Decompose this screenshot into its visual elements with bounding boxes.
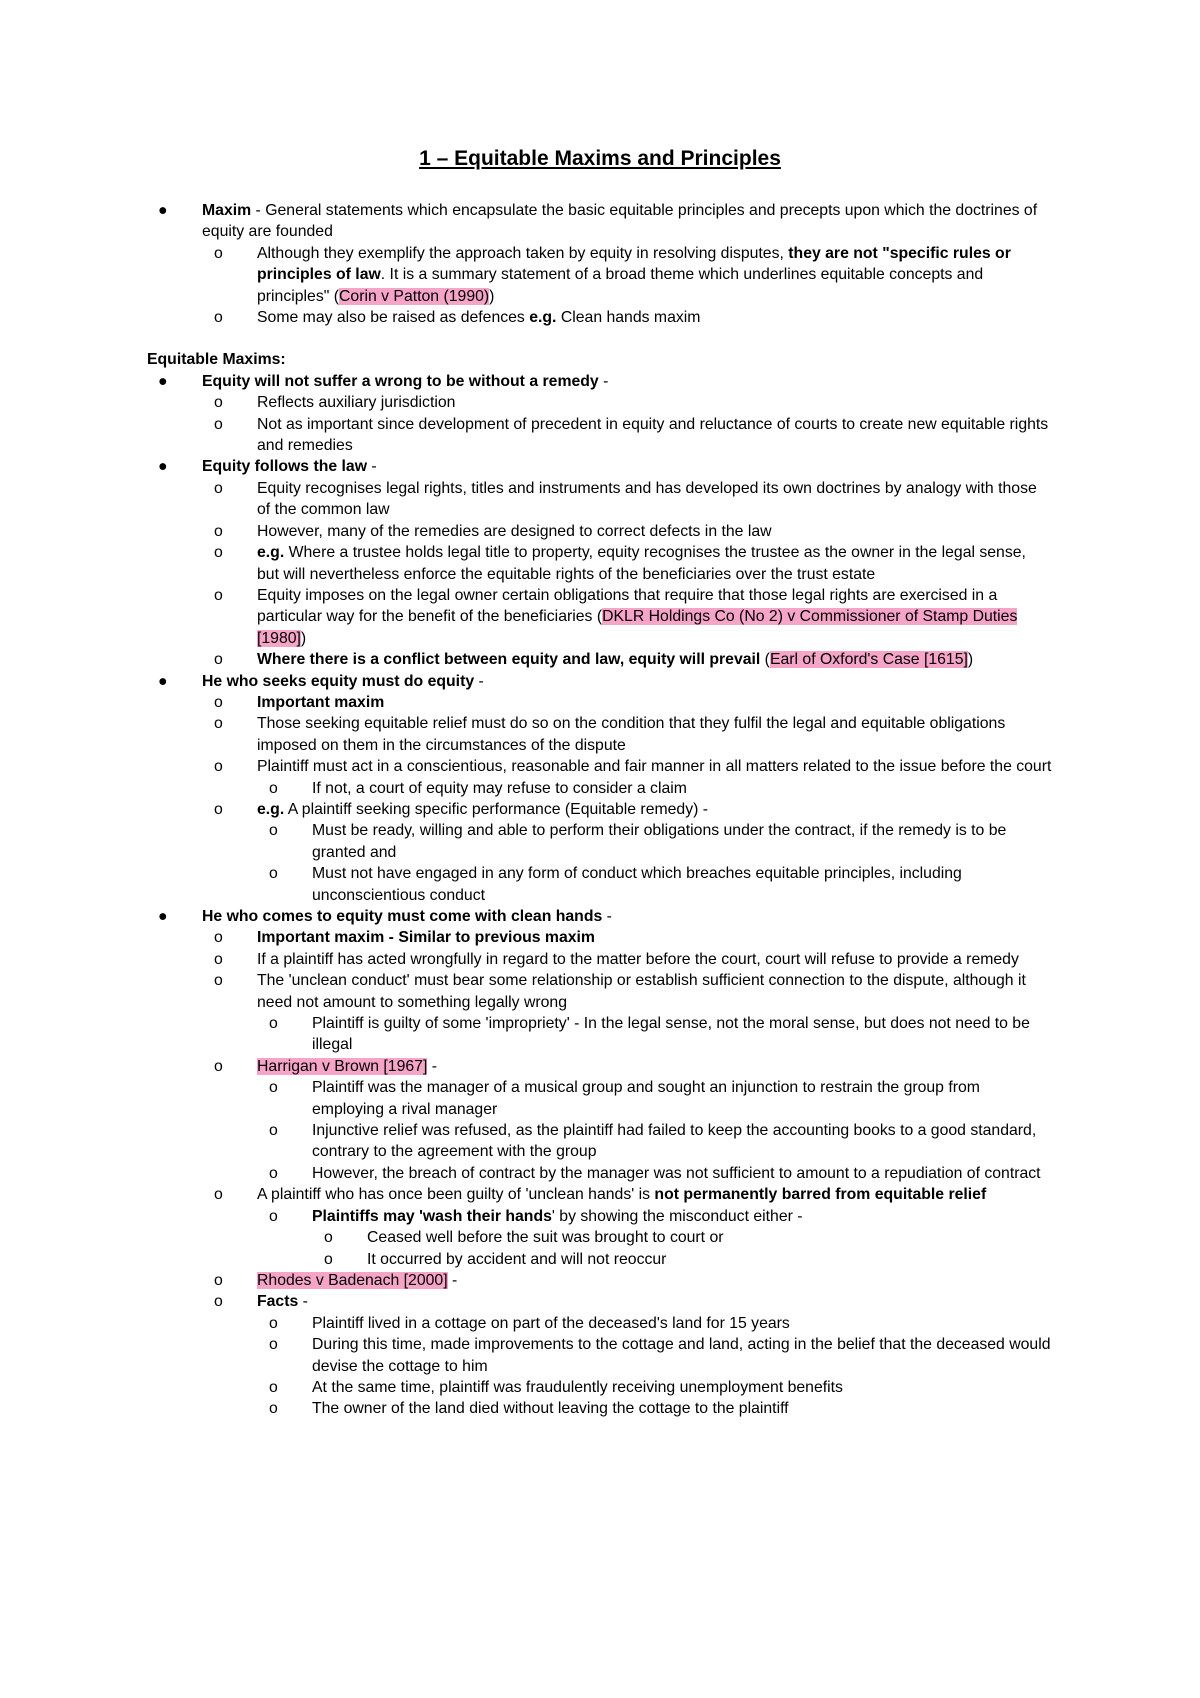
maxim-heading: Equity follows the law xyxy=(202,458,368,476)
emphasis: Facts xyxy=(257,1293,299,1311)
text: - xyxy=(602,908,612,925)
emphasis: Important maxim xyxy=(257,693,385,711)
circle-bullet-icon: o xyxy=(214,929,223,947)
circle-bullet-icon: o xyxy=(214,1186,223,1204)
list-item xyxy=(202,1291,1052,1419)
list-item xyxy=(202,521,1052,542)
emphasis: e.g. xyxy=(257,544,285,562)
circle-bullet-icon: o xyxy=(269,1400,278,1418)
list-item xyxy=(202,949,1052,970)
emphasis: they are not "specific rules or principles of law xyxy=(257,244,1011,284)
list-item xyxy=(202,478,1052,521)
text: The owner of the land died without leaving the cottage to the plaintiff xyxy=(312,1400,789,1418)
list-item xyxy=(147,200,1052,328)
list-item xyxy=(257,1163,1052,1184)
text: If a plaintiff has acted wrongfully in regard to the matter before the court, court will refuse to provide a remedy xyxy=(257,950,1019,968)
emphasis: e.g. xyxy=(257,800,285,818)
text: If not, a court of equity may refuse to consider a claim xyxy=(312,779,687,797)
list-item xyxy=(202,243,1052,307)
circle-bullet-icon: o xyxy=(214,715,223,733)
list-item xyxy=(257,1013,1052,1056)
circle-bullet-icon: o xyxy=(214,522,223,540)
circle-bullet-icon: o xyxy=(269,1015,278,1033)
list-item xyxy=(257,1334,1052,1377)
section-heading: Equitable Maxims: xyxy=(147,351,286,369)
emphasis: Plaintiffs may 'wash their hands xyxy=(312,1207,552,1225)
text: Ceased well before the suit was brought to court or xyxy=(367,1229,724,1247)
text: Some may also be raised as defences xyxy=(257,309,530,327)
circle-bullet-icon: o xyxy=(324,1250,333,1268)
circle-bullet-icon: o xyxy=(269,1122,278,1140)
list-item xyxy=(202,392,1052,413)
list-item xyxy=(257,1377,1052,1398)
list-item xyxy=(202,1270,1052,1291)
list-item xyxy=(202,799,1052,906)
emphasis: Where there is a conflict between equity and law, equity will prevail xyxy=(257,651,761,669)
emphasis: Important maxim - Similar to previous maxim xyxy=(257,929,595,947)
text: Must be ready, willing and able to perform their obligations under the contract, if the remedy is to be granted and xyxy=(312,822,1007,861)
list-item xyxy=(202,713,1052,756)
list-item xyxy=(202,927,1052,948)
maxims-list xyxy=(147,371,1052,1420)
document-body xyxy=(147,200,1052,1420)
circle-bullet-icon: o xyxy=(214,758,223,776)
circle-bullet-icon: o xyxy=(214,479,223,497)
text: ' by showing the misconduct either - xyxy=(551,1207,803,1225)
bullet-icon: ● xyxy=(158,908,168,925)
circle-bullet-icon: o xyxy=(269,865,278,883)
emphasis: not permanently barred from equitable relief xyxy=(654,1186,987,1204)
list-item xyxy=(257,820,1052,863)
circle-bullet-icon: o xyxy=(214,244,223,262)
maxim-heading: He who comes to equity must come with clean hands xyxy=(202,908,603,925)
circle-bullet-icon: o xyxy=(269,1314,278,1332)
case-citation: Earl of Oxford's Case [1615] xyxy=(769,651,968,669)
text: At the same time, plaintiff was fraudulently receiving unemployment benefits xyxy=(312,1378,843,1396)
circle-bullet-icon: o xyxy=(269,1207,278,1225)
list-item xyxy=(257,1313,1052,1334)
case-citation: DKLR Holdings Co (No 2) v Commissioner of Stamp Duties [1980] xyxy=(257,608,1018,647)
case-citation: Harrigan v Brown [1967] xyxy=(257,1057,428,1075)
text: - xyxy=(427,1057,437,1075)
list-item xyxy=(312,1227,1052,1248)
text: During this time, made improvements to the cottage and land, acting in the belief that the deceased would devise the cottage to him xyxy=(312,1336,1051,1375)
maxim-item xyxy=(147,906,1052,1420)
maxim-item xyxy=(147,456,1052,670)
circle-bullet-icon: o xyxy=(269,1336,278,1354)
text: Plaintiff is guilty of some 'impropriety' - In the legal sense, not the moral sense, but does not need to be illegal xyxy=(312,1015,1030,1054)
bullet-icon: ● xyxy=(158,372,168,390)
text: Where a trustee holds legal title to property, equity recognises the trustee as the owner in the legal sense, but will nevertheless enforce the equitable rights of the beneficiaries over the trust estate xyxy=(257,544,1026,583)
circle-bullet-icon: o xyxy=(214,1057,223,1075)
list-item xyxy=(202,585,1052,649)
text: . It is a summary statement of a broad theme which underlines equitable concepts and principles" ( xyxy=(257,266,984,305)
circle-bullet-icon: o xyxy=(269,822,278,840)
circle-bullet-icon: o xyxy=(214,394,223,412)
circle-bullet-icon: o xyxy=(214,309,223,327)
list-item xyxy=(257,1077,1052,1120)
text: It occurred by accident and will not reoccur xyxy=(367,1250,667,1268)
circle-bullet-icon: o xyxy=(214,1271,223,1289)
text: Equity imposes on the legal owner certain obligations that require that those legal rights are exercised in a particular way for the benefit of the beneficiaries ( xyxy=(257,586,998,626)
text: Must not have engaged in any form of conduct which breaches equitable principles, including unconscientious conduct xyxy=(312,865,962,904)
text: However, many of the remedies are designed to correct defects in the law xyxy=(257,522,772,540)
text: ) xyxy=(300,629,307,647)
circle-bullet-icon: o xyxy=(214,972,223,990)
text: - xyxy=(598,372,609,390)
list-item xyxy=(257,778,1052,799)
text: Clean hands maxim xyxy=(556,309,701,327)
list-item xyxy=(257,1398,1052,1419)
text: A plaintiff seeking specific performance (Equitable remedy) - xyxy=(284,800,709,818)
circle-bullet-icon: o xyxy=(269,1378,278,1396)
list-item xyxy=(202,1056,1052,1184)
circle-bullet-icon: o xyxy=(324,1229,333,1247)
list-item xyxy=(202,414,1052,457)
text: Plaintiff lived in a cottage on part of the deceased's land for 15 years xyxy=(312,1314,790,1332)
text: Not as important since development of precedent in equity and reluctance of courts to create new equitable rights and remedies xyxy=(257,415,1049,455)
text: Reflects auxiliary jurisdiction xyxy=(257,394,456,412)
intro-list xyxy=(147,200,1052,328)
bullet-icon: ● xyxy=(158,202,168,219)
case-citation: Corin v Patton (1990) xyxy=(339,287,490,305)
text: - xyxy=(474,672,484,690)
text: - General statements which encapsulate the basic equitable principles and precepts upon which the doctrines of equity are founded xyxy=(202,202,1038,241)
text: Plaintiff must act in a conscientious, reasonable and fair manner in all matters related to the issue before the court xyxy=(257,758,1052,776)
text: ) xyxy=(967,651,974,669)
term: Maxim xyxy=(202,202,252,219)
text: - xyxy=(298,1293,308,1311)
circle-bullet-icon: o xyxy=(214,1293,223,1311)
list-item xyxy=(202,649,1052,670)
circle-bullet-icon: o xyxy=(214,693,223,711)
list-item xyxy=(202,692,1052,713)
list-item xyxy=(257,863,1052,906)
bullet-icon: ● xyxy=(158,458,168,476)
circle-bullet-icon: o xyxy=(214,800,223,818)
page-title: 1 – Equitable Maxims and Principles xyxy=(419,147,781,170)
circle-bullet-icon: o xyxy=(214,415,223,433)
text: Plaintiff was the manager of a musical group and sought an injunction to restrain the group from employing a rival manager xyxy=(312,1079,980,1118)
case-citation: Rhodes v Badenach [2000] xyxy=(257,1271,448,1289)
emphasis: e.g. xyxy=(529,309,557,327)
text: Equity recognises legal rights, titles and instruments and has developed its own doctrines by analogy with those of the common law xyxy=(257,479,1037,519)
circle-bullet-icon: o xyxy=(269,1079,278,1097)
list-item xyxy=(202,1184,1052,1270)
maxim-heading: He who seeks equity must do equity xyxy=(202,672,475,690)
circle-bullet-icon: o xyxy=(269,1164,278,1182)
circle-bullet-icon: o xyxy=(214,651,223,669)
list-item xyxy=(202,756,1052,799)
circle-bullet-icon: o xyxy=(269,779,278,797)
maxim-item xyxy=(147,371,1052,457)
circle-bullet-icon: o xyxy=(214,586,223,604)
text: ) xyxy=(489,287,495,305)
maxim-heading: Equity will not suffer a wrong to be without a remedy xyxy=(202,372,599,390)
list-item xyxy=(202,542,1052,585)
text: Injunctive relief was refused, as the plaintiff had failed to keep the accounting books to a good standard, contrary to the agreement with the group xyxy=(312,1122,1037,1161)
circle-bullet-icon: o xyxy=(214,544,223,562)
circle-bullet-icon: o xyxy=(214,950,223,968)
list-item xyxy=(202,307,1052,328)
list-item xyxy=(202,970,1052,1056)
text: - xyxy=(447,1271,458,1289)
bullet-icon: ● xyxy=(158,672,168,690)
text: Although they exemplify the approach taken by equity in resolving disputes, xyxy=(257,244,789,262)
text: The 'unclean conduct' must bear some relationship or establish sufficient connection to the dispute, although it need not amount to something legally wrong xyxy=(257,972,1026,1011)
maxim-item xyxy=(147,671,1052,906)
text: However, the breach of contract by the manager was not sufficient to amount to a repudiation of contract xyxy=(312,1164,1041,1182)
text: A plaintiff who has once been guilty of 'unclean hands' is xyxy=(257,1186,655,1204)
list-item xyxy=(312,1249,1052,1270)
text: ( xyxy=(760,651,770,669)
list-item xyxy=(257,1120,1052,1163)
text: Those seeking equitable relief must do so on the condition that they fulfil the legal and equitable obligations imposed on them in the circumstances of the dispute xyxy=(257,715,1006,754)
list-item xyxy=(257,1206,1052,1270)
text: - xyxy=(367,458,377,476)
